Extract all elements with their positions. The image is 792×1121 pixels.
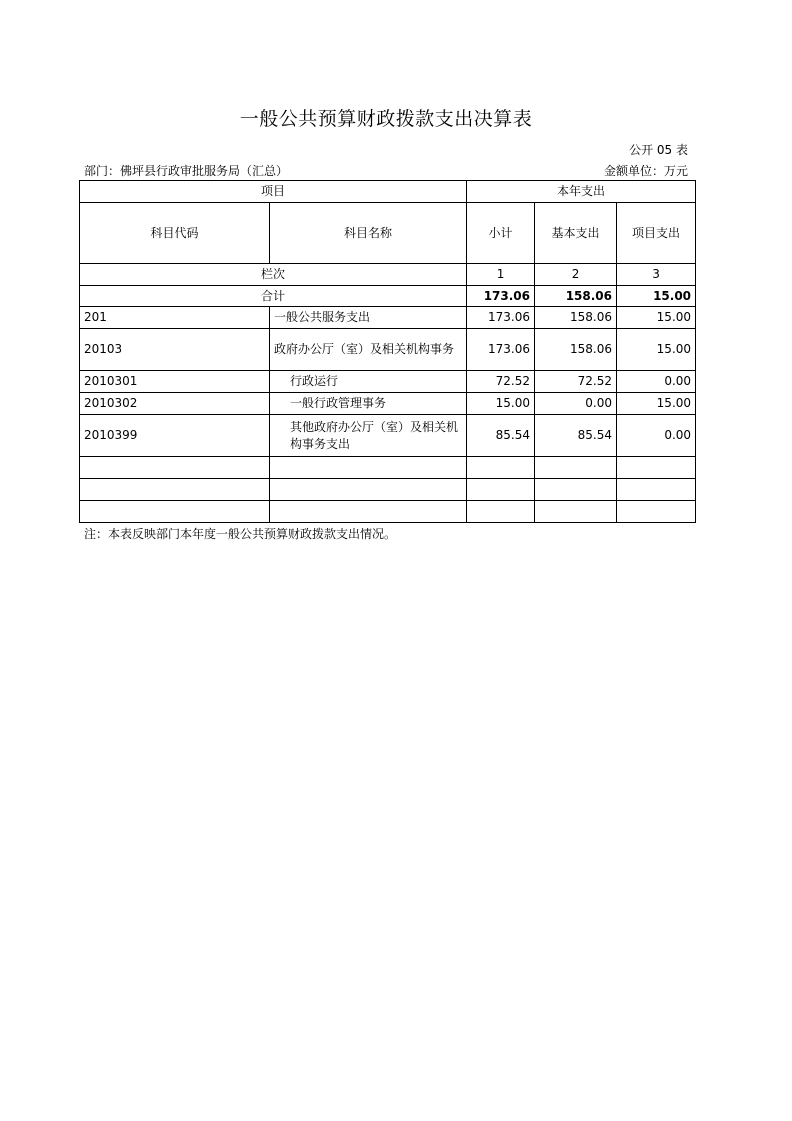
table-number: 公开 05 表 xyxy=(629,143,688,157)
header-basic: 基本支出 xyxy=(535,203,617,264)
row-code: 201 xyxy=(80,307,270,329)
row-project: 0.00 xyxy=(617,415,696,457)
total-label: 合计 xyxy=(80,286,467,307)
row-name: 其他政府办公厅（室）及相关机构事务支出 xyxy=(270,415,467,457)
column-index-label: 栏次 xyxy=(80,264,467,286)
footnote: 注：本表反映部门本年度一般公共预算财政拨款支出情况。 xyxy=(84,527,397,541)
page-title: 一般公共预算财政拨款支出决算表 xyxy=(239,108,533,130)
row-name: 政府办公厅（室）及相关机构事务 xyxy=(270,329,467,371)
table-row xyxy=(80,415,696,457)
row-code: 20103 xyxy=(80,329,270,371)
header-current-year: 本年支出 xyxy=(467,181,696,203)
row-code: 2010302 xyxy=(80,393,270,415)
table-row xyxy=(80,371,696,393)
row-project: 15.00 xyxy=(617,307,696,329)
header-subtotal: 小计 xyxy=(467,203,535,264)
row-subtotal: 85.54 xyxy=(467,415,535,457)
row-subtotal: 72.52 xyxy=(467,371,535,393)
row-project: 15.00 xyxy=(617,393,696,415)
row-name: 行政运行 xyxy=(270,371,467,393)
expenditure-table xyxy=(79,180,696,523)
row-code: 2010399 xyxy=(80,415,270,457)
row-code: 2010301 xyxy=(80,371,270,393)
header-project-expenditure: 项目支出 xyxy=(617,203,696,264)
row-basic: 85.54 xyxy=(535,415,617,457)
column-index-2: 2 xyxy=(535,264,617,286)
total-basic: 158.06 xyxy=(535,286,617,307)
row-subtotal: 173.06 xyxy=(467,329,535,371)
total-subtotal: 173.06 xyxy=(467,286,535,307)
total-project: 15.00 xyxy=(617,286,696,307)
amount-unit-label: 金额单位：万元 xyxy=(603,164,688,178)
header-name: 科目名称 xyxy=(270,203,467,264)
empty-row xyxy=(80,501,696,523)
row-name: 一般公共服务支出 xyxy=(270,307,467,329)
row-subtotal: 173.06 xyxy=(467,307,535,329)
department-label: 部门：佛坪县行政审批服务局（汇总） xyxy=(84,164,289,178)
row-basic: 0.00 xyxy=(535,393,617,415)
header-project: 项目 xyxy=(80,181,467,203)
row-basic: 158.06 xyxy=(535,329,617,371)
header-code: 科目代码 xyxy=(80,203,270,264)
table-row xyxy=(80,393,696,415)
table-row xyxy=(80,329,696,371)
empty-row xyxy=(80,457,696,479)
row-project: 15.00 xyxy=(617,329,696,371)
row-subtotal: 15.00 xyxy=(467,393,535,415)
row-project: 0.00 xyxy=(617,371,696,393)
table-row xyxy=(80,307,696,329)
empty-row xyxy=(80,479,696,501)
row-basic: 72.52 xyxy=(535,371,617,393)
total-row xyxy=(80,286,696,307)
column-index-1: 1 xyxy=(467,264,535,286)
column-index-3: 3 xyxy=(617,264,696,286)
row-basic: 158.06 xyxy=(535,307,617,329)
row-name: 一般行政管理事务 xyxy=(270,393,467,415)
